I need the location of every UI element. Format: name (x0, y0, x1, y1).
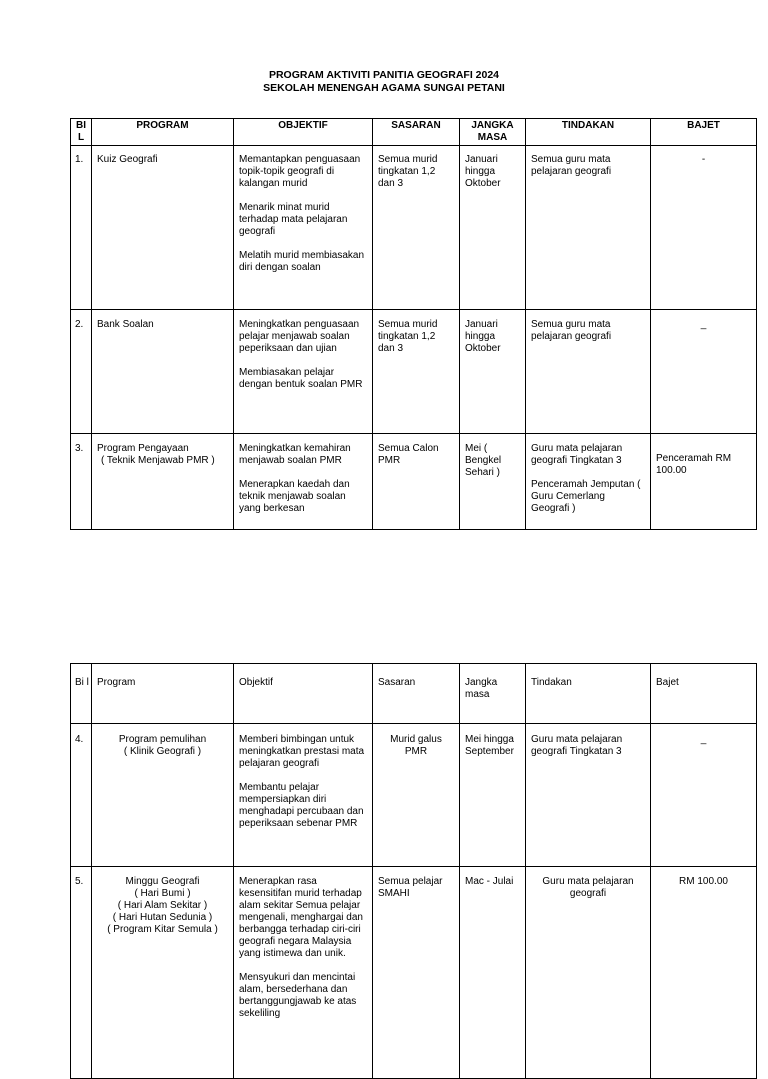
objective-text: Membantu pelajar mempersiapkan diri menghadapi percubaan dan peperiksaan sebenar PMR (239, 782, 364, 829)
objective-text: Memberi bimbingan untuk meningkatkan prestasi mata pelajaran geografi (239, 734, 365, 769)
table-header-row (71, 119, 757, 146)
cell-jangka-masa: Mac - Julai (460, 867, 526, 1079)
cell-bajet: _ (651, 724, 757, 867)
cell-objektif (234, 724, 373, 867)
cell-objektif (234, 434, 373, 530)
cell-sasaran: Murid galus PMR (373, 724, 460, 867)
cell-jangka-masa: Januari hingga Oktober (460, 146, 526, 310)
cell-objektif (234, 867, 373, 1079)
objective-text: Membiasakan pelajar dengan bentuk soalan PMR (239, 367, 363, 390)
cell-jangka-masa: Mei ( Bengkel Sehari ) (460, 434, 526, 530)
header-sasaran: SASARAN (373, 119, 460, 146)
objective-text: Meningkatkan kemahiran menjawab soalan PMR (239, 443, 351, 466)
cell-sasaran: Semua pelajar SMAHI (373, 867, 460, 1079)
header-tindakan: TINDAKAN (526, 119, 651, 146)
objective-text: Menerapkan kaedah dan teknik menjawab soalan yang berkesan (239, 479, 350, 514)
table-row (71, 434, 757, 530)
table-header-row (71, 664, 757, 724)
table-row (71, 310, 757, 434)
cell-bajet: RM 100.00 (651, 867, 757, 1079)
cell-jangka-masa: Mei hingga September (460, 724, 526, 867)
program-line: ( Program Kitar Semula ) (107, 924, 218, 935)
cell-objektif (234, 310, 373, 434)
objective-text: Meningkatkan penguasaan pelajar menjawab soalan peperiksaan dan ujian (239, 319, 360, 354)
program-line: Program Pengayaan (97, 443, 189, 454)
tindakan-text: Penceramah Jemputan ( Guru Cemerlang Geografi ) (531, 479, 641, 514)
cell-sasaran: Semua murid tingkatan 1,2 dan 3 (373, 146, 460, 310)
cell-tindakan: Semua guru mata pelajaran geografi (526, 310, 651, 434)
table-row (71, 724, 757, 867)
header-objektif: OBJEKTIF (234, 119, 373, 146)
header-program: PROGRAM (92, 119, 234, 146)
cell-tindakan: Guru mata pelajaran geografi (526, 867, 651, 1079)
cell-sasaran: Semua murid tingkatan 1,2 dan 3 (373, 310, 460, 434)
cell-bil: 5. (71, 867, 92, 1079)
header-bil: Bi l (71, 664, 92, 724)
cell-sasaran: Semua Calon PMR (373, 434, 460, 530)
tindakan-text: Guru mata pelajaran geografi Tingkatan 3 (531, 443, 623, 466)
program-line: ( Klinik Geografi ) (123, 746, 202, 757)
program-line: ( Hari Hutan Sedunia ) (112, 912, 213, 923)
table-row (71, 146, 757, 310)
objective-text: Memantapkan penguasaan topik-topik geografi di kalangan murid (239, 154, 361, 189)
cell-bil: 4. (71, 724, 92, 867)
objective-text: Melatih murid membiasakan diri dengan soalan (239, 250, 365, 273)
cell-bil: 3. (71, 434, 92, 530)
header-bajet: BAJET (651, 119, 757, 146)
header-bajet: Bajet (651, 664, 757, 724)
program-line: Minggu Geografi (125, 876, 200, 887)
cell-objektif (234, 146, 373, 310)
cell-program: Kuiz Geografi (92, 146, 234, 310)
program-line: ( Hari Bumi ) (134, 888, 191, 899)
document-subtitle: SEKOLAH MENENGAH AGAMA SUNGAI PETANI (263, 82, 505, 94)
header-objektif: Objektif (234, 664, 373, 724)
table-row (71, 867, 757, 1079)
header-jangka-masa: JANGKA MASA (460, 119, 526, 146)
cell-bil: 1. (71, 146, 92, 310)
cell-bil: 2. (71, 310, 92, 434)
objective-text: Mensyukuri dan mencintai alam, bersederhana dan bertanggungjawab ke atas sekeliling (239, 972, 357, 1019)
cell-bajet: - (651, 146, 757, 310)
document-title: PROGRAM AKTIVITI PANITIA GEOGRAFI 2024 (268, 69, 500, 81)
cell-tindakan: Guru mata pelajaran geografi Tingkatan 3 (526, 724, 651, 867)
header-program: Program (92, 664, 234, 724)
cell-bajet: Penceramah RM 100.00 (651, 434, 757, 530)
program-line: Program pemulihan (118, 734, 207, 745)
program-line: ( Hari Alam Sekitar ) (117, 900, 208, 911)
cell-tindakan (526, 434, 651, 530)
cell-program: Bank Soalan (92, 310, 234, 434)
cell-program (92, 434, 234, 530)
cell-tindakan: Semua guru mata pelajaran geografi (526, 146, 651, 310)
activity-table-1 (70, 118, 757, 530)
header-bil: BI L (71, 119, 92, 146)
objective-text: Menerapkan rasa kesensitifan murid terhadap alam sekitar Semua pelajar mengenali, menghargai dan berbangga terhadap ciri-ciri geografi negara Malaysia yang istimewa dan unik. (239, 876, 363, 959)
header-jangka-masa: Jangka masa (460, 664, 526, 724)
header-tindakan: Tindakan (526, 664, 651, 724)
header-sasaran: Sasaran (373, 664, 460, 724)
program-line: ( Teknik Menjawab PMR ) (101, 455, 215, 466)
cell-program (92, 867, 234, 1079)
activity-table-2 (70, 663, 757, 1079)
cell-bajet: _ (651, 310, 757, 434)
objective-text: Menarik minat murid terhadap mata pelajaran geografi (239, 202, 348, 237)
cell-jangka-masa: Januari hingga Oktober (460, 310, 526, 434)
cell-program (92, 724, 234, 867)
